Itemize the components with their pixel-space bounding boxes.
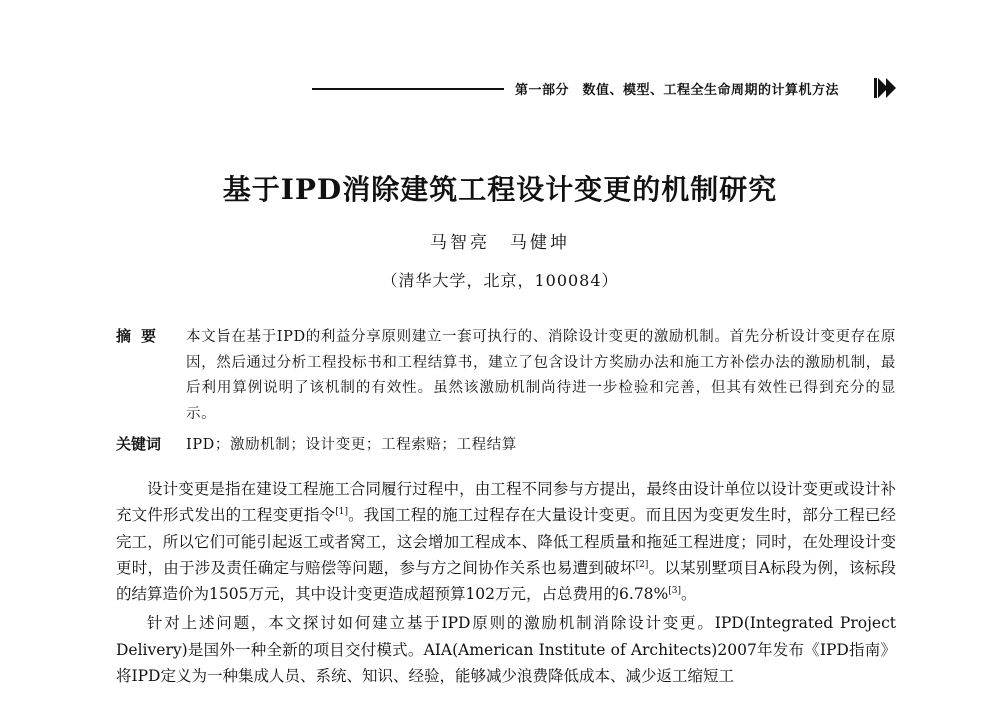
running-header bbox=[312, 76, 898, 102]
affiliation: （清华大学，北京，100084） bbox=[381, 271, 619, 290]
body-paragraph-2: 针对上述问题，本文探讨如何建立基于IPD原则的激励机制消除设计变更。IPD(Integrated Project Delivery)是国外一种全新的项目交付模式。AIA(American Institute of Architects)2007年发布《IPD指南》将IPD定义为一种集成人员、系统、知识、经验，能够减少浪费降低成本、减少返工缩短工 bbox=[116, 614, 896, 686]
authors: 马智亮 马健坤 bbox=[430, 233, 570, 253]
body-paragraph-1 bbox=[116, 476, 896, 607]
body-p1-part-b: 。我国工程的施工过程存在大量设计变更。而且因为变更发生时，部分工程已经完工，所以它们可能引起返工或者窝工，这会增加工程成本、降低工程质量和拖延工程进度；同时，在处理设计变更时，由于涉及责任确定与赔偿等问题，参与方之间协作关系也易遭到破坏 bbox=[116, 506, 896, 577]
header-rule bbox=[312, 88, 504, 90]
keywords-text: IPD；激励机制；设计变更；工程索赔；工程结算 bbox=[186, 437, 517, 453]
body-text bbox=[116, 476, 896, 689]
double-arrow-icon bbox=[874, 76, 898, 100]
running-header-text: 第一部分 数值、模型、工程全生命周期的计算机方法 bbox=[515, 83, 840, 98]
citation-3[interactable]: [3] bbox=[668, 586, 682, 597]
citation-2[interactable]: [2] bbox=[635, 559, 649, 570]
paper-title: 基于IPD消除建筑工程设计变更的机制研究 bbox=[222, 173, 778, 206]
body-p1-part-a: 设计变更是指在建设工程施工合同履行过程中，由工程不同参与方提出，最终由设计单位以设计变更或设计补充文件形式发出的工程变更指令 bbox=[116, 480, 896, 525]
citation-1[interactable]: [1] bbox=[335, 507, 348, 518]
keywords-label: 关键词 bbox=[116, 435, 162, 453]
abstract-label: 摘要 bbox=[116, 327, 167, 345]
abstract-text: 本文旨在基于IPD的利益分享原则建立一套可执行的、消除设计变更的激励机制。首先分析设计变更存在原因，然后通过分析工程投标书和工程结算书，建立了包含设计方奖励办法和施工方补偿办法的激励机制，最后利用算例说明了该机制的有效性。虽然该激励机制尚待进一步检验和完善，但其有效性已得到充分的显示。 bbox=[186, 329, 896, 422]
body-p1-part-c: 。以某别墅项目A标段为例，该标段的结算造价为1505万元，其中设计变更造成超预算102万元，占总费用的6.78% bbox=[116, 558, 896, 604]
body-p1-part-d: 。 bbox=[681, 585, 697, 604]
